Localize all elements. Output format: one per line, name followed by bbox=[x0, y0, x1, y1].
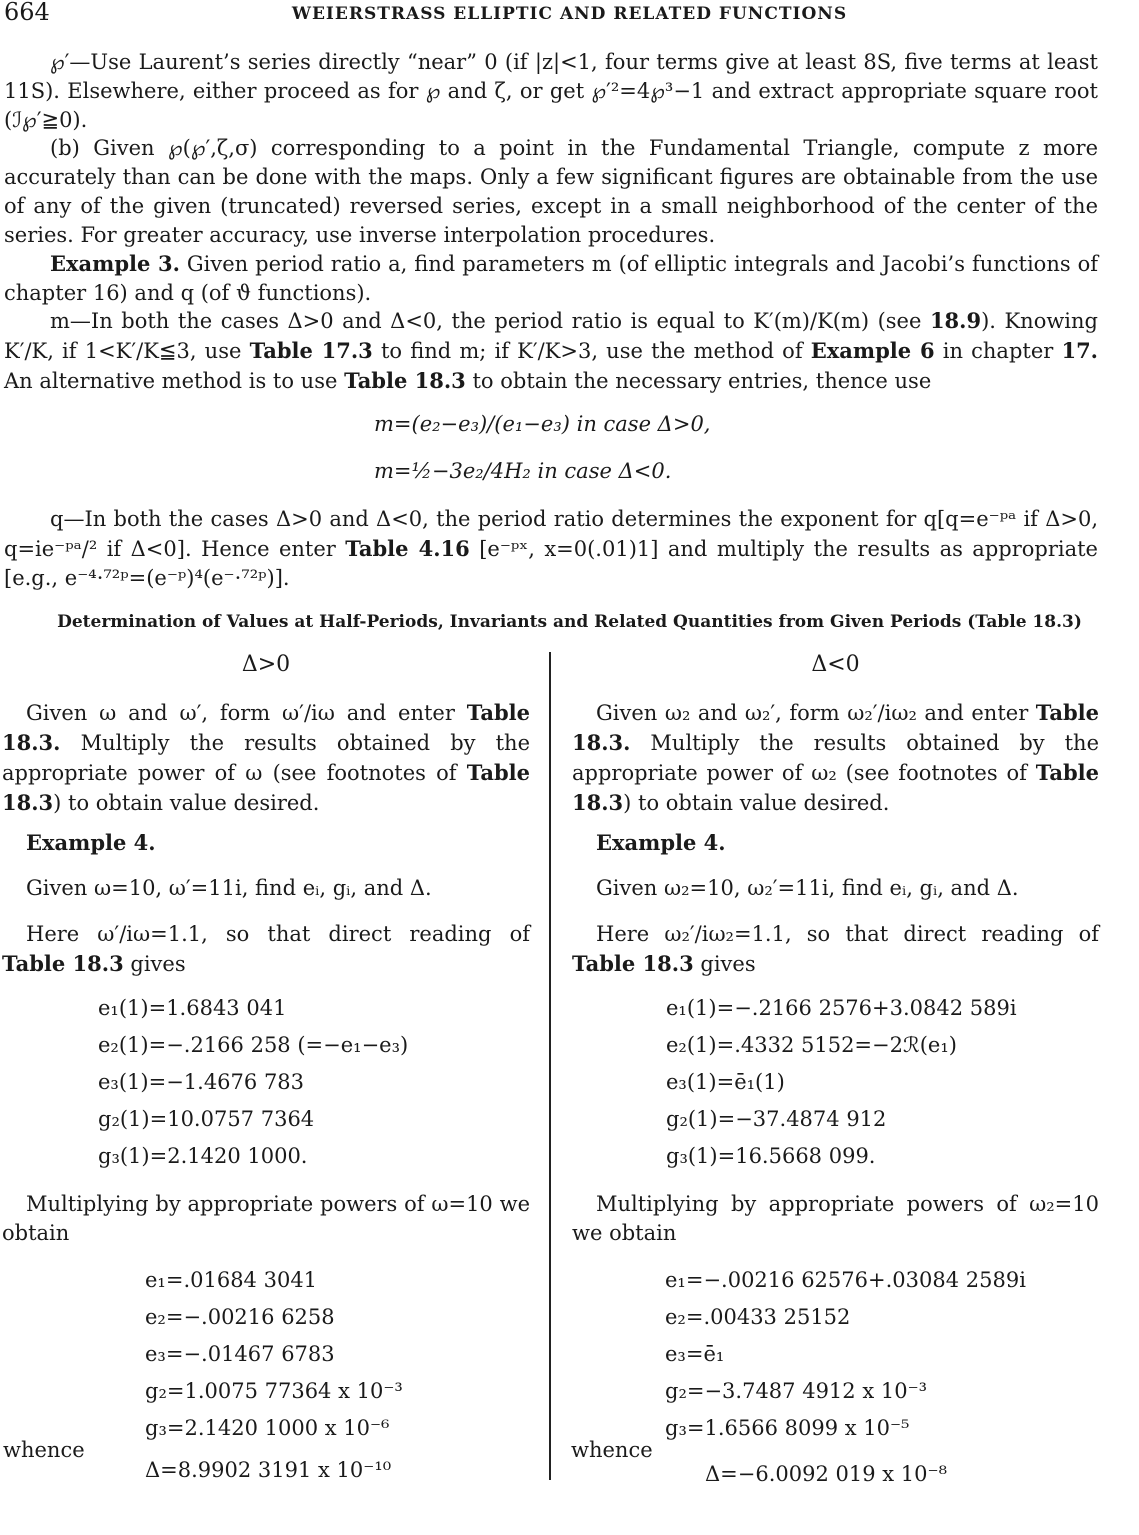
right-value-g2: g₂(1)=−37.4874 912 bbox=[666, 1107, 887, 1131]
right-ref-table-2: Table 18.3 bbox=[572, 760, 1099, 815]
right-here-ref: Table 18.3 bbox=[572, 951, 694, 976]
right-example4-given: Given ω₂=10, ω₂′=11i, find eᵢ, gᵢ, and Δ. bbox=[596, 876, 1019, 900]
column-divider bbox=[549, 652, 551, 1480]
right-value-g3: g₃(1)=16.5668 099. bbox=[666, 1144, 876, 1168]
left-here-ref: Table 18.3 bbox=[2, 951, 124, 976]
right-column-heading: Δ<0 bbox=[811, 652, 860, 677]
left-ref-table: Table 18.3. bbox=[2, 700, 530, 755]
example3-label: Example 3. bbox=[50, 251, 180, 276]
q-text-a: q—In both the cases Δ>0 and Δ<0, the period ratio determines the exponent for q[q=e⁻ᵖᵃ if Δ>0, q=ie⁻ᵖᵃ/² if Δ<0]. Hence enter bbox=[4, 507, 1098, 561]
example3-paragraph bbox=[4, 249, 1098, 308]
left-example4-label: Example 4. bbox=[26, 830, 156, 855]
m-text-d: in chapter bbox=[934, 339, 1062, 363]
right-here-a: Here ω₂′/iω₂=1.1, so that direct reading of bbox=[596, 922, 1099, 946]
ref-18-9: 18.9 bbox=[929, 308, 982, 333]
left-result-e2: e₂=−.00216 6258 bbox=[145, 1305, 335, 1329]
right-here-b: gives bbox=[693, 952, 756, 976]
left-column-heading: Δ>0 bbox=[241, 652, 291, 677]
right-given-a: Given ω₂ and ω₂′, form ω₂′/iω₂ and enter bbox=[596, 701, 1036, 725]
left-result-e3: e₃=−.01467 6783 bbox=[145, 1342, 335, 1366]
running-title: WEIERSTRASS ELLIPTIC AND RELATED FUNCTIONS bbox=[291, 4, 848, 24]
left-here-a: Here ω′/iω=1.1, so that direct reading of bbox=[26, 922, 530, 946]
left-results bbox=[145, 1262, 403, 1447]
left-given-c: ) to obtain value desired. bbox=[53, 791, 320, 815]
ref-table-17-3: Table 17.3 bbox=[249, 338, 373, 363]
intro-paragraph-b: (b) Given ℘(℘′,ζ,σ) corresponding to a point in the Fundamental Triangle, compute z more accurately than can be done with the maps. Only a few significant figures are obtainable from the use of any of the given (truncated) reversed series, except in a small neighborhood of the center of the series. For greater accuracy, use inverse interpolation procedures. bbox=[4, 136, 1098, 247]
left-result-g3: g₃=2.1420 1000 x 10⁻⁶ bbox=[145, 1416, 390, 1440]
q-text-b: [e⁻ᵖˣ, x=0(.01)1] and multiply the results as appropriate [e.g., e⁻⁴·⁷²ᵖ=(e⁻ᵖ)⁴(e⁻·⁷²ᵖ)]. bbox=[4, 537, 1098, 590]
right-here-paragraph bbox=[572, 920, 1099, 979]
right-given-b: Multiply the results obtained by the appropriate power of ω₂ (see footnotes of bbox=[572, 731, 1099, 785]
right-multiply-paragraph: Multiplying by appropriate powers of ω₂=10 we obtain bbox=[572, 1192, 1099, 1245]
left-value-e1: e₁(1)=1.6843 041 bbox=[98, 996, 287, 1020]
ref-chapter-17: 17. bbox=[1061, 338, 1098, 363]
right-result-e1: e₁=−.00216 62576+.03084 2589i bbox=[665, 1268, 1026, 1292]
right-delta: Δ=−6.0092 019 x 10⁻⁸ bbox=[705, 1462, 948, 1486]
left-value-e3: e₃(1)=−1.4676 783 bbox=[98, 1070, 305, 1094]
left-table-values bbox=[98, 990, 408, 1175]
equation-m-positive: m=(e₂−e₃)/(e₁−e₃) in case Δ>0, bbox=[374, 412, 711, 436]
right-result-e3: e₃=ē₁ bbox=[665, 1342, 725, 1366]
right-table-values bbox=[666, 990, 1017, 1175]
example3-text: Given period ratio a, find parameters m (of elliptic integrals and Jacobi’s functions of chapter 16) and q (of ϑ functions). bbox=[4, 252, 1099, 305]
m-text-b: ). Knowing K′/K, if 1<K′/K≦3, use bbox=[4, 309, 1098, 363]
left-multiply-paragraph: Multiplying by appropriate powers of ω=10 we obtain bbox=[2, 1192, 530, 1245]
right-example4-label: Example 4. bbox=[596, 830, 726, 855]
left-here-paragraph bbox=[2, 920, 530, 979]
left-result-g2: g₂=1.0075 77364 x 10⁻³ bbox=[145, 1379, 403, 1403]
left-given-a: Given ω and ω′, form ω′/iω and enter bbox=[26, 701, 467, 725]
ref-example-6: Example 6 bbox=[810, 338, 935, 363]
right-value-e2: e₂(1)=.4332 5152=−2ℛ(e₁) bbox=[666, 1033, 957, 1057]
left-whence: whence bbox=[3, 1438, 85, 1462]
page-number: 664 bbox=[4, 0, 50, 26]
left-value-g2: g₂(1)=10.0757 7364 bbox=[98, 1107, 315, 1131]
left-delta: Δ=8.9902 3191 x 10⁻¹⁰ bbox=[145, 1458, 392, 1482]
right-whence: whence bbox=[571, 1438, 653, 1462]
section-heading: Determination of Values at Half-Periods, Invariants and Related Quantities from Given Periods (Table 18.3) bbox=[57, 612, 1082, 632]
left-value-g3: g₃(1)=2.1420 1000. bbox=[98, 1144, 308, 1168]
equation-m-negative: m=½−3e₂/4H₂ in case Δ<0. bbox=[374, 459, 672, 483]
m-text-e: An alternative method is to use bbox=[4, 369, 345, 393]
right-result-g3: g₃=1.6566 8099 x 10⁻⁵ bbox=[665, 1416, 910, 1440]
right-given-paragraph bbox=[572, 698, 1099, 818]
left-here-b: gives bbox=[123, 952, 186, 976]
ref-table-4-16: Table 4.16 bbox=[345, 536, 470, 561]
q-paragraph bbox=[4, 505, 1098, 593]
intro-paragraph-p-prime: ℘′—Use Laurent’s series directly “near” 0 (if |z|<1, four terms give at least 8S, five terms at least 11S). Elsewhere, either proceed as for ℘ and ζ, or get ℘′²=4℘³−1 and extract appropriate square root (ℐ℘′≧0). bbox=[4, 50, 1098, 132]
right-given-c: ) to obtain value desired. bbox=[623, 791, 890, 815]
ref-table-18-3: Table 18.3 bbox=[344, 368, 466, 393]
left-given-b: Multiply the results obtained by the appropriate power of ω (see footnotes of bbox=[2, 731, 530, 785]
right-ref-table: Table 18.3. bbox=[572, 700, 1099, 755]
left-given-paragraph bbox=[2, 698, 530, 818]
right-value-e1: e₁(1)=−.2166 2576+3.0842 589i bbox=[666, 996, 1017, 1020]
m-text-c: to find m; if K′/K>3, use the method of bbox=[372, 339, 811, 363]
right-result-e2: e₂=.00433 25152 bbox=[665, 1305, 851, 1329]
right-results bbox=[665, 1262, 1026, 1447]
m-text-a: m—In both the cases Δ>0 and Δ<0, the period ratio is equal to K′(m)/K(m) (see bbox=[50, 309, 930, 333]
left-example4-given: Given ω=10, ω′=11i, find eᵢ, gᵢ, and Δ. bbox=[26, 876, 432, 900]
m-text-f: to obtain the necessary entries, thence use bbox=[465, 369, 932, 393]
left-value-e2: e₂(1)=−.2166 258 (=−e₁−e₃) bbox=[98, 1033, 409, 1057]
right-value-e3: e₃(1)=ē₁(1) bbox=[666, 1070, 785, 1094]
right-result-g2: g₂=−3.7487 4912 x 10⁻³ bbox=[665, 1379, 928, 1403]
left-ref-table-2: Table 18.3 bbox=[2, 760, 530, 815]
left-result-e1: e₁=.01684 3041 bbox=[145, 1268, 318, 1292]
m-paragraph bbox=[4, 306, 1098, 396]
